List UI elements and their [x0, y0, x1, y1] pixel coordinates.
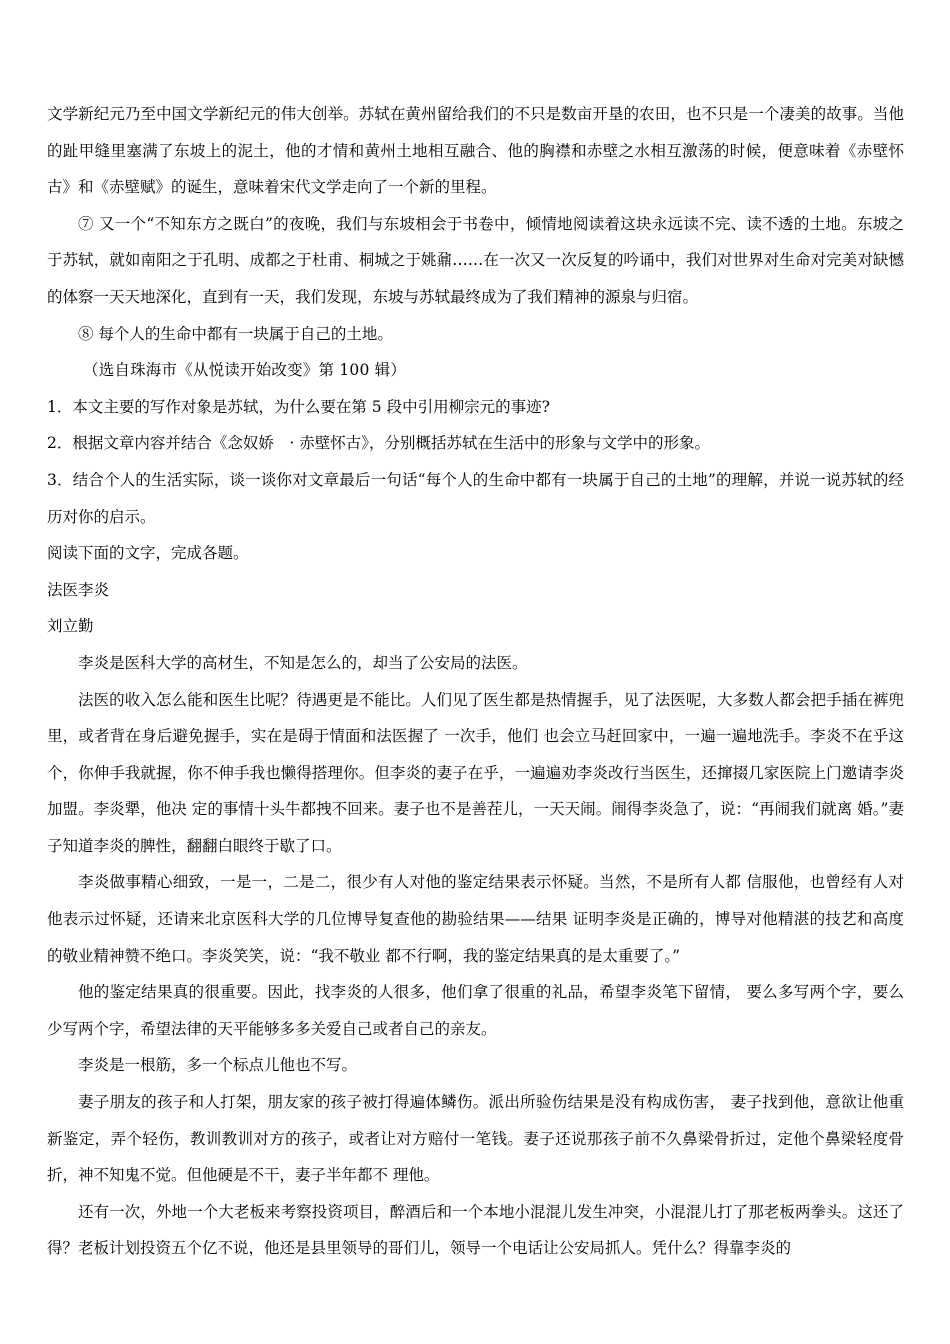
question-3: 3．结合个人的生活实际，谈一谈你对文章最后一句话“每个人的生命中都有一块属于自己的土地”的理解，并说一说苏轼的经历对你的启示。 — [47, 470, 904, 526]
story-author: 刘立勤 — [47, 617, 94, 636]
paragraph-8: ⑧ 每个人的生命中都有一块属于自己的土地。 — [78, 324, 393, 343]
source-citation: （选自珠海市《从悦读开始改变》第 100 辑） — [83, 361, 407, 380]
reading-instruction: 阅读下面的文字，完成各题。 — [47, 544, 249, 563]
story-paragraph: 李炎是一根筋，多一个标点儿他也不写。 — [78, 1056, 358, 1075]
question-1: 1．本文主要的写作对象是苏轼，为什么要在第 5 段中引用柳宗元的事迹? — [47, 397, 550, 416]
story-paragraph: 他的鉴定结果真的很重要。因此，找李炎的人很多，他们拿了很重的礼品，希望李炎笔下留情， 要么多写两个字，要么少写两个字，希望法律的天平能够多多关爱自己或者自己的亲友。 — [47, 983, 904, 1038]
paragraph-intro-end: 文学新纪元乃至中国文学新纪元的伟大创举。苏轼在黄州留给我们的不只是数亩开垦的农田，也不只是一个凄美的故事。当他的趾甲缝里塞满了东坡上的泥土，他的才情和黄州土地相互融合、他的胸襟和赤壁之水相互激荡的时候，便意味着《赤壁怀古》和《赤壁赋》的诞生，意味着宋代文学走向了一个新的里程。 — [47, 105, 904, 197]
story-paragraph: 妻子朋友的孩子和人打架，朋友家的孩子被打得遍体鳞伤。派出所验伤结果是没有构成伤害， 妻子找到他，意欲让他重新鉴定，弄个轻伤，教训教训对方的孩子，或者让对方赔付一笔钱。妻子还说那孩子前不久鼻梁骨折过，定他个鼻梁轻度骨折，神不知鬼不觉。但他硬是不干，妻子半年都不 理他。 — [47, 1093, 904, 1185]
question-2: 2．根据文章内容并结合《念奴娇 · 赤壁怀古》，分别概括苏轼在生活中的形象与文学中的形象。 — [47, 434, 710, 453]
paragraph-7: ⑦ 又一个“不知东方之既白”的夜晚，我们与东坡相会于书卷中，倾情地阅读着这块永远读不完、读不透的土地。东坡之于苏轼，就如南阳之于孔明、成都之于杜甫、桐城之于姚鼐……在一次又一次反复的吟诵中，我们对世界对生命对完美对缺憾的体察一天天地深化，直到有一天，我们发现，东坡与苏轼最终成为了我们精神的源泉与归宿。 — [47, 214, 904, 306]
story-paragraph: 还有一次，外地一个大老板来考察投资项目，醉酒后和一个本地小混混儿发生冲突，小混混儿打了那老板两拳头。这还了得？老板计划投资五个亿不说，他还是县里领导的哥们儿，领导一个电话让公安局抓人。凭什么？得靠李炎的 — [47, 1202, 904, 1258]
story-paragraph: 李炎做事精心细致，一是一，二是二，很少有人对他的鉴定结果表示怀疑。当然，不是所有人都 信服他，也曾经有人对他表示过怀疑，还请来北京医科大学的几位博导复查他的勘验结果——结果 证明李炎是正确的，博导对他精湛的技艺和高度的敬业精神赞不绝口。李炎笑笑，说：“我不敬业 都不行啊，我的鉴定结果真的是太重要了。” — [47, 873, 904, 965]
story-title: 法医李炎 — [47, 580, 110, 599]
story-paragraph: 李炎是医科大学的高材生，不知是怎么的，却当了公安局的法医。 — [78, 653, 528, 672]
story-paragraph: 法医的收入怎么能和医生比呢？待遇更是不能比。人们见了医生都是热情握手，见了法医呢，大多数人都会把手插在裤兜里，或者背在身后避免握手，实在是碍于情面和法医握了 一次手，他们 也会立马赶回家中，一遍一遍地洗手。李炎不在乎这个，你伸手我就握，你不伸手我也懒得搭理你。但李炎的妻子在乎，一遍遍劝李炎改行当医生，还撺掇几家医院上门邀请李炎加盟。李炎犟，他决 定的事情十头牛都拽不回来。妻子也不是善茬儿，一天天闹。闹得李炎急了，说：“再闹我们就离 婚。”妻子知道李炎的脾性，翻翻白眼终于歇了口。 — [47, 690, 904, 855]
